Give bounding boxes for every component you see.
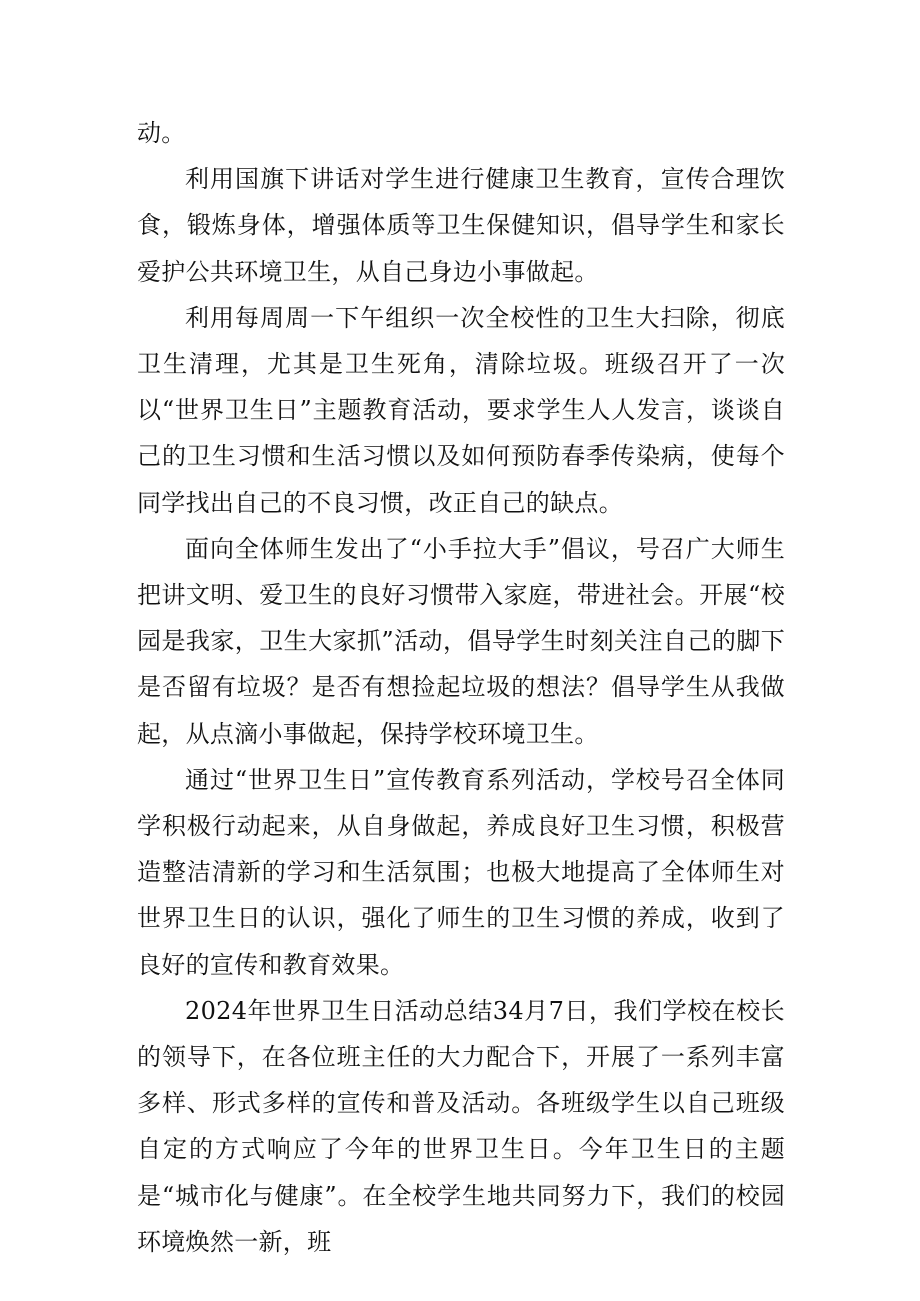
paragraph-flag-speech: 利用国旗下讲话对学生进行健康卫生教育，宣传合理饮食，锻炼身体，增强体质等卫生保健知识，倡导学生和家长爱护公共环境卫生，从自己身边小事做起。 (137, 165, 785, 286)
paragraph-effects: 通过“世界卫生日”宣传教育系列活动，学校号召全体同学积极行动起来，从自身做起，养成良好卫生习惯，积极营造整洁清新的学习和生活氛围；也极大地提高了全体师生对世界卫生日的认识，强化了师生的卫生习惯的养成，收到了良好的宣传和教育效果。 (137, 765, 785, 979)
paragraph-continuation: 动。 (137, 119, 186, 147)
paragraph-summary: 2024年世界卫生日活动总结34月7日，我们学校在校长的领导下，在各位班主任的大力配合下，开展了一系列丰富多样、形式多样的宣传和普及活动。各班级学生以自己班级自定的方式响应了今年的世界卫生日。今年卫生日的主题是“城市化与健康”。在全校学生地共同努力下，我们的校园环境焕然一新，班 (137, 996, 785, 1256)
paragraph-cleanup: 利用每周周一下午组织一次全校性的卫生大扫除，彻底卫生清理，尤其是卫生死角，清除垃圾。班级召开了一次以“世界卫生日”主题教育活动，要求学生人人发言，谈谈自己的卫生习惯和生活习惯以及如何预防春季传染病，使每个同学找出自己的不良习惯，改正自己的缺点。 (137, 303, 785, 517)
document-body (137, 110, 785, 1265)
paragraph-initiative: 面向全体师生发出了“小手拉大手”倡议，号召广大师生把讲文明、爱卫生的良好习惯带入家庭，带进社会。开展“校园是我家，卫生大家抓”活动，倡导学生时刻关注自己的脚下是否留有垃圾？是否有想捡起垃圾的想法？倡导学生从我做起，从点滴小事做起，保持学校环境卫生。 (137, 534, 785, 748)
